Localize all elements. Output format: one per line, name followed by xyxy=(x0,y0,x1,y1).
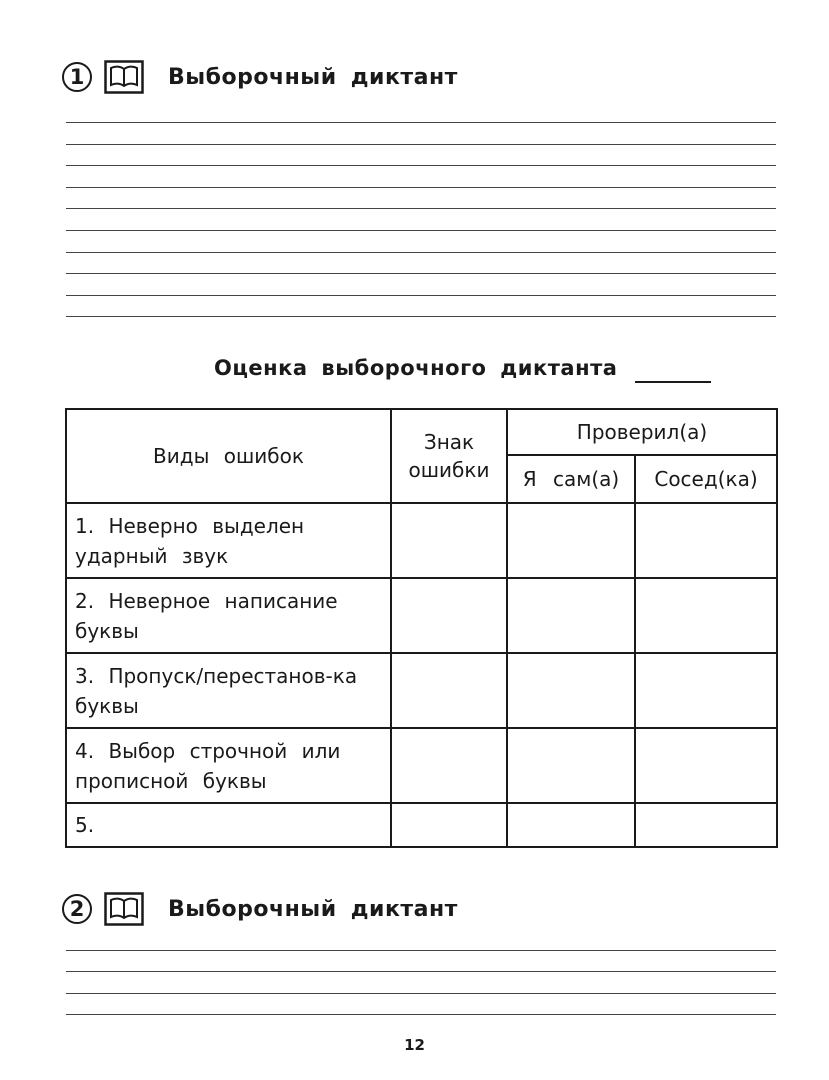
error-kind-cell: 3. Пропуск/перестанов-ка буквы xyxy=(66,653,391,728)
neighbor-check-cell[interactable] xyxy=(635,503,777,578)
table-row xyxy=(66,503,777,578)
writing-line[interactable] xyxy=(66,208,776,209)
table-row xyxy=(66,803,777,847)
table-row xyxy=(66,728,777,803)
score-blank[interactable] xyxy=(635,353,711,383)
error-kind-cell: 4. Выбор строчной или прописной буквы xyxy=(66,728,391,803)
self-check-cell[interactable] xyxy=(507,503,635,578)
page-number: 12 xyxy=(404,1036,425,1054)
task-1-number: 1 xyxy=(62,62,92,92)
header-neighbor: Сосед(ка) xyxy=(635,455,777,503)
writing-line[interactable] xyxy=(66,295,776,296)
self-check-cell[interactable] xyxy=(507,578,635,653)
header-kinds: Виды ошибок xyxy=(66,409,391,503)
table-row xyxy=(66,578,777,653)
writing-line[interactable] xyxy=(66,187,776,188)
header-sign-label: Знак ошибки xyxy=(408,430,490,482)
writing-line[interactable] xyxy=(66,950,776,951)
neighbor-check-cell[interactable] xyxy=(635,728,777,803)
task-2-header xyxy=(62,889,458,929)
header-sign xyxy=(391,409,507,503)
book-icon xyxy=(104,892,144,926)
writing-line[interactable] xyxy=(66,993,776,994)
writing-line[interactable] xyxy=(66,971,776,972)
book-icon xyxy=(104,60,144,94)
neighbor-check-cell[interactable] xyxy=(635,578,777,653)
writing-line[interactable] xyxy=(66,144,776,145)
error-sign-cell[interactable] xyxy=(391,503,507,578)
error-sign-cell[interactable] xyxy=(391,578,507,653)
writing-line[interactable] xyxy=(66,122,776,123)
score-row xyxy=(214,350,711,386)
score-title: Оценка выборочного диктанта xyxy=(214,356,618,380)
task-1-title: Выборочный диктант xyxy=(168,64,458,90)
self-check-cell[interactable] xyxy=(507,653,635,728)
writing-line[interactable] xyxy=(66,316,776,317)
writing-line[interactable] xyxy=(66,273,776,274)
header-checked: Проверил(а) xyxy=(507,409,777,455)
task-1-header xyxy=(62,57,458,97)
self-check-cell[interactable] xyxy=(507,728,635,803)
task-2-title: Выборочный диктант xyxy=(168,896,458,922)
error-kind-cell: 1. Неверно выделен ударный звук xyxy=(66,503,391,578)
task-2-number: 2 xyxy=(62,894,92,924)
writing-line[interactable] xyxy=(66,252,776,253)
errors-table xyxy=(65,408,778,848)
neighbor-check-cell[interactable] xyxy=(635,803,777,847)
neighbor-check-cell[interactable] xyxy=(635,653,777,728)
header-self: Я сам(а) xyxy=(507,455,635,503)
table-row xyxy=(66,653,777,728)
writing-line[interactable] xyxy=(66,230,776,231)
writing-line[interactable] xyxy=(66,1014,776,1015)
error-kind-cell: 5. xyxy=(66,803,391,847)
writing-line[interactable] xyxy=(66,165,776,166)
error-sign-cell[interactable] xyxy=(391,653,507,728)
error-kind-cell: 2. Неверное написание буквы xyxy=(66,578,391,653)
error-sign-cell[interactable] xyxy=(391,728,507,803)
error-sign-cell[interactable] xyxy=(391,803,507,847)
self-check-cell[interactable] xyxy=(507,803,635,847)
